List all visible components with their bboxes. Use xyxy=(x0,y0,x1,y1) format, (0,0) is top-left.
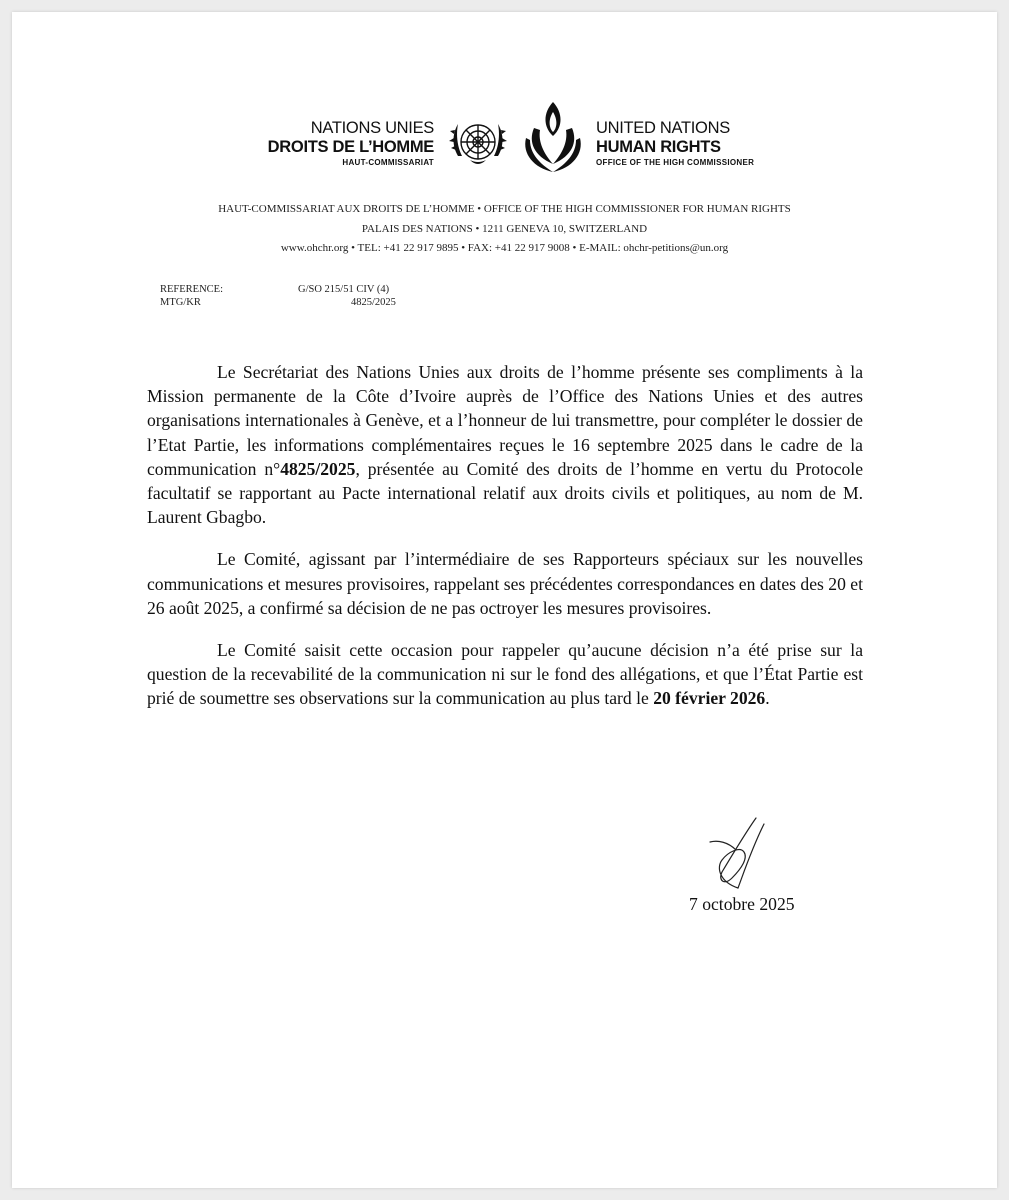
letter-date: 7 octobre 2025 xyxy=(689,894,795,914)
paragraph-2: Le Comité, agissant par l’intermédiaire de ses Rapporteurs spéciaux sur les nouvelles communications et mesures provisoires, rappelant ses précédentes correspondances en dates des 20 et 26 août 2025, a confirmé sa décision de ne pas octroyer les mesures provisoires. xyxy=(147,549,863,618)
human-rights-emblem-icon xyxy=(518,98,588,178)
letterhead-fr-line3: HAUT-COMMISSARIAT xyxy=(342,158,434,167)
letterhead-fr-line2: DROITS DE L’HOMME xyxy=(267,137,434,156)
address-line-1: HAUT-COMMISSARIAT AUX DROITS DE L’HOMME • OFFICE OF THE HIGH COMMISSIONER FOR HUMAN RIGHTS xyxy=(218,203,791,215)
letterhead-french xyxy=(268,120,434,167)
paragraph-3-text-b: . xyxy=(765,688,770,709)
paragraph-1 xyxy=(147,360,863,529)
reference-initials: MTG/KR xyxy=(160,297,201,308)
paragraph-1-text-a: Le Secrétariat des Nations Unies aux droits de l’homme présente ses compliments à la Mission permanente de la Côte d’Ivoire auprès de l’Office des Nations Unies et des autres organisations internationales à Genève, et a l’honneur de lui transmettre, pour compléter le dossier de l’Etat Partie, les informations complémentaires reçues le 16 septembre 2025 dans le cadre de la communication n° xyxy=(147,362,863,479)
letterhead xyxy=(12,98,997,188)
letterhead-en-line2: HUMAN RIGHTS xyxy=(596,137,721,156)
letterhead-en-line1: UNITED NATIONS xyxy=(596,119,730,137)
letterhead-fr-line1: NATIONS UNIES xyxy=(310,119,434,137)
paragraph-3 xyxy=(147,638,863,711)
letter-page xyxy=(12,12,997,1188)
letterhead-en-line3: OFFICE OF THE HIGH COMMISSIONER xyxy=(596,158,755,167)
letterhead-english xyxy=(596,120,754,167)
address-line-3: www.ohchr.org • TEL: +41 22 917 9895 • FAX: +41 22 917 9008 • E-MAIL: ohchr-petitions@un.org xyxy=(280,242,729,254)
address-line-2: PALAIS DES NATIONS • 1211 GENEVA 10, SWITZERLAND xyxy=(361,222,648,235)
communication-number: 4825/2025 xyxy=(280,458,356,479)
paragraph-3-text-a: Le Comité saisit cette occasion pour rappeler qu’aucune décision n’a été prise sur la question de la recevabilité de la communication ni sur le fond des allégations, et que l’État Partie est prié de soumettre ses observations sur la communication au plus tard le xyxy=(147,640,863,709)
deadline-date: 20 février 2026 xyxy=(653,688,766,709)
paragraph-1-text-b: , présentée au Comité des droits de l’homme en vertu du Protocole facultatif se rapportant au Pacte international relatif aux droits civils et politiques, au nom de M. Laurent Gbagbo. xyxy=(147,458,863,528)
reference-number: 4825/2025 xyxy=(351,297,396,308)
address-block xyxy=(12,200,997,259)
letter-body xyxy=(147,360,863,729)
reference-label: REFERENCE: xyxy=(160,284,224,295)
signature-icon xyxy=(698,812,778,902)
un-emblem-icon xyxy=(448,116,508,172)
reference-value: G/SO 215/51 CIV (4) xyxy=(298,284,390,295)
